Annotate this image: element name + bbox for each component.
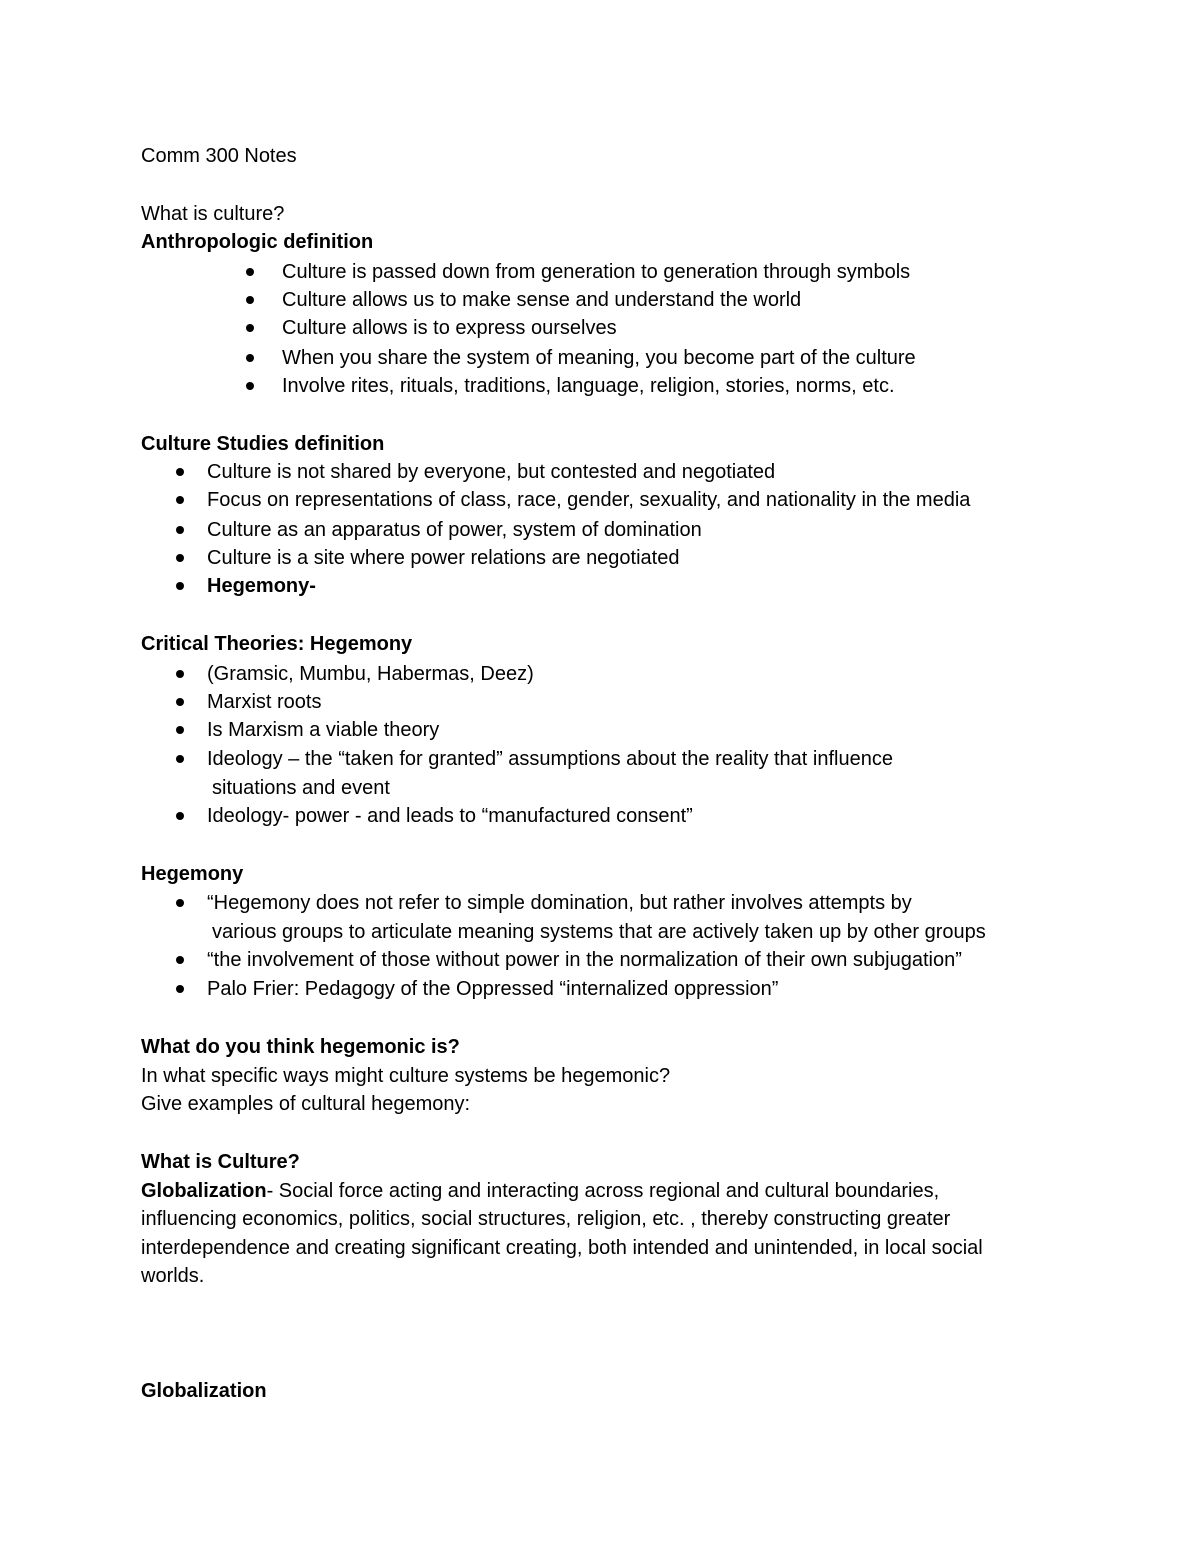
list-item-text: Ideology – the “taken for granted” assumptions about the reality that influence — [207, 748, 893, 770]
bullet-icon — [246, 268, 254, 276]
list-item-text: Marxist roots — [207, 691, 322, 713]
bullet-icon — [176, 582, 184, 590]
hegemonic-question-1: In what specific ways might culture systems be hegemonic? — [141, 1065, 671, 1087]
globalization-definition-line-4: worlds. — [141, 1265, 205, 1287]
question-line: What is culture? — [141, 203, 285, 225]
bullet-icon — [176, 468, 184, 476]
bullet-icon — [176, 496, 184, 504]
cultural-studies-heading: Culture Studies definition — [141, 433, 385, 455]
bullet-icon — [176, 899, 184, 907]
doc-title: Comm 300 Notes — [141, 145, 297, 167]
list-item-text: Palo Frier: Pedagogy of the Oppressed “internalized oppression” — [207, 978, 779, 1000]
bullet-icon — [176, 726, 184, 734]
list-item-text: Culture allows us to make sense and understand the world — [282, 289, 802, 311]
list-item-text: Focus on representations of class, race, gender, sexuality, and nationality in the media — [207, 489, 971, 511]
bullet-icon — [246, 382, 254, 390]
bullet-icon — [246, 354, 254, 362]
what-is-culture-heading: What is Culture? — [141, 1151, 300, 1173]
list-item-text: “the involvement of those without power in the normalization of their own subjugation” — [207, 949, 962, 971]
hegemonic-heading: What do you think hegemonic is? — [141, 1036, 460, 1058]
list-item-text: Culture is not shared by everyone, but contested and negotiated — [207, 461, 776, 483]
list-item-text: Culture is a site where power relations are negotiated — [207, 547, 680, 569]
globalization-definition-line-3: interdependence and creating significant creating, both intended and unintended, in local social — [141, 1237, 983, 1259]
list-item-text: Culture allows is to express ourselves — [282, 317, 617, 339]
bullet-icon — [246, 296, 254, 304]
anthro-heading: Anthropologic definition — [141, 231, 374, 253]
bullet-icon — [176, 985, 184, 993]
bullet-icon — [246, 324, 254, 332]
list-item-text: Hegemony- — [207, 575, 316, 597]
list-item-text: Is Marxism a viable theory — [207, 719, 440, 741]
list-item-text: When you share the system of meaning, you become part of the culture — [282, 347, 916, 369]
bullet-icon — [176, 698, 184, 706]
hegemonic-question-2: Give examples of cultural hegemony: — [141, 1093, 471, 1115]
hegemony-heading: Hegemony — [141, 863, 244, 885]
list-item-text: Involve rites, rituals, traditions, language, religion, stories, norms, etc. — [282, 375, 895, 397]
bullet-icon — [176, 812, 184, 820]
list-item-continuation: various groups to articulate meaning systems that are actively taken up by other groups — [212, 921, 986, 943]
globalization-term: Globalization — [141, 1180, 267, 1202]
bullet-icon — [176, 956, 184, 964]
list-item-text: (Gramsic, Mumbu, Habermas, Deez) — [207, 663, 534, 685]
bullet-icon — [176, 755, 184, 763]
globalization-definition-line-1 — [141, 1177, 939, 1205]
list-item-text: Culture as an apparatus of power, system of domination — [207, 519, 702, 541]
list-item-continuation: situations and event — [212, 777, 390, 799]
bullet-icon — [176, 526, 184, 534]
globalization-definition-line-2: influencing economics, politics, social structures, religion, etc. , thereby constructing greater — [141, 1208, 951, 1230]
globalization-definition-text: - Social force acting and interacting across regional and cultural boundaries, — [266, 1180, 940, 1202]
list-item-text: Culture is passed down from generation to generation through symbols — [282, 261, 911, 283]
bullet-icon — [176, 554, 184, 562]
list-item-text: Ideology- power - and leads to “manufactured consent” — [207, 805, 693, 827]
critical-heading: Critical Theories: Hegemony — [141, 633, 413, 655]
list-item-text: “Hegemony does not refer to simple domination, but rather involves attempts by — [207, 892, 912, 914]
bullet-icon — [176, 670, 184, 678]
globalization-heading: Globalization — [141, 1380, 267, 1402]
